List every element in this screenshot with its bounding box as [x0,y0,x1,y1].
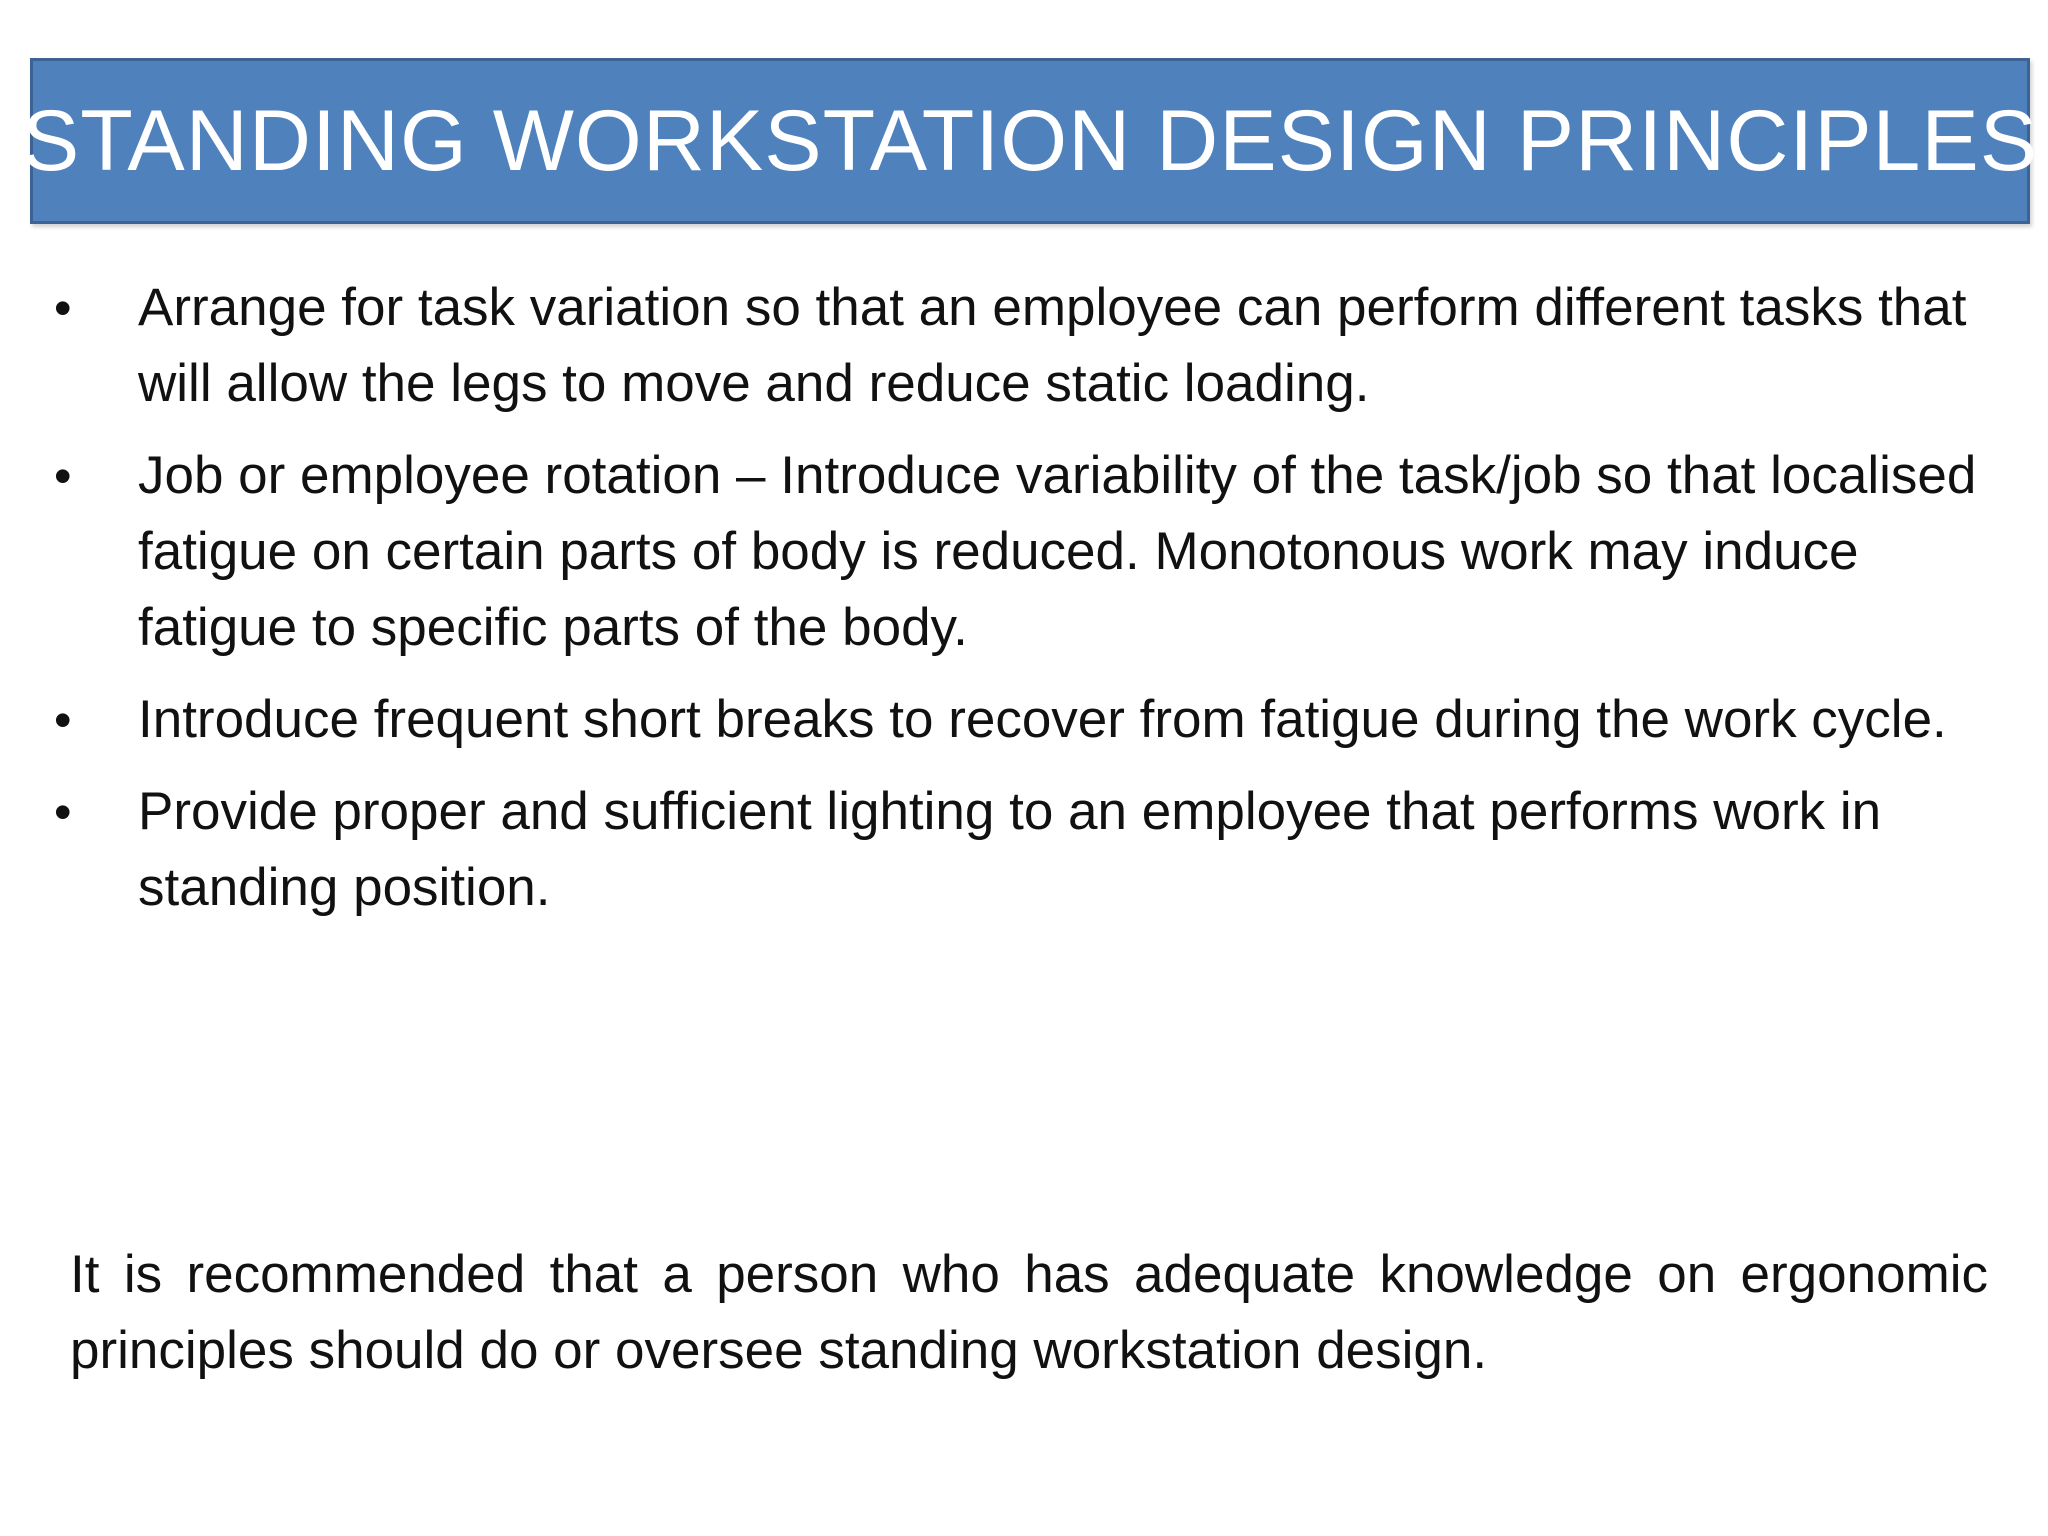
slide-title: STANDING WORKSTATION DESIGN PRINCIPLES [21,92,2039,189]
bullet-icon: • [54,692,72,748]
bullet-icon: • [54,280,72,336]
bullet-text: Job or employee rotation – Introduce variability of the task/job so that localised fatigue on certain parts of body is reduced. Monotonous work may induce fatigue to specific parts of the body. [138,446,1977,657]
bullet-text: Arrange for task variation so that an employee can perform different tasks that will allow the legs to move and reduce static loading. [138,278,1967,413]
bullet-text: Introduce frequent short breaks to recover from fatigue during the work cycle. [138,690,1947,749]
bullet-item [48,438,2008,666]
bullet-item [48,682,2008,758]
bullet-text: Provide proper and sufficient lighting to an employee that performs work in standing position. [138,782,1882,917]
title-bar [21,58,2039,224]
bullet-item [48,774,2008,926]
bullet-icon: • [54,784,72,840]
bullet-list [48,270,2008,942]
bullet-item [48,270,2008,422]
bullet-icon: • [54,448,72,504]
recommendation-note: It is recommended that a person who has adequate knowledge on ergonomic principles should do or oversee standing workstation design. [70,1245,1988,1380]
